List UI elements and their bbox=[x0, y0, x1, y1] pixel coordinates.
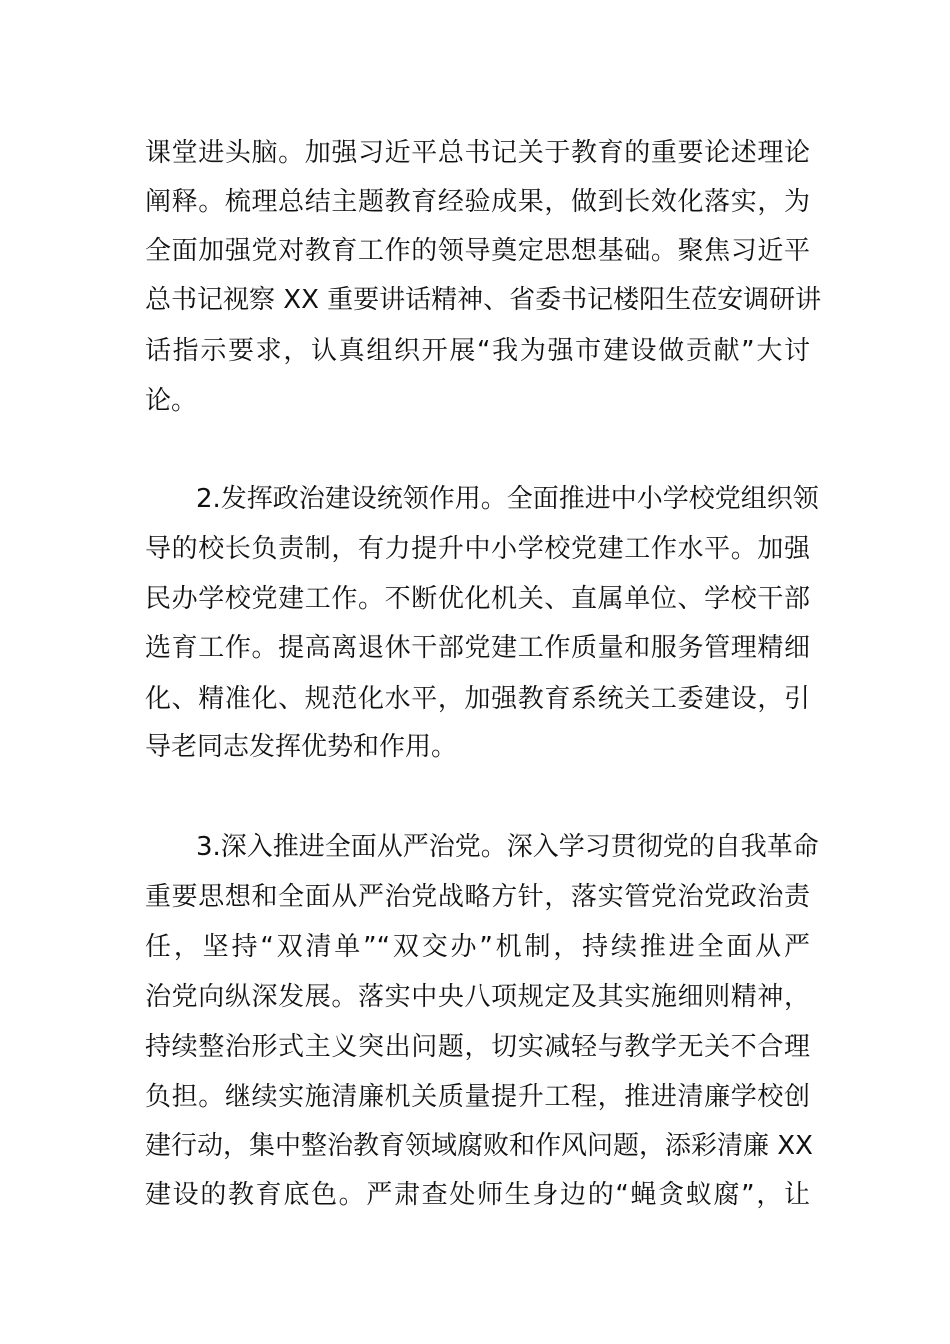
text-line: 3.深入推进全面从严治党。深入学习贯彻党的自我革命 bbox=[196, 832, 819, 862]
text-line: 选育工作。提高离退休干部党建工作质量和服务管理精细 bbox=[145, 633, 810, 663]
text-line: 建设的教育底色。严肃查处师生身边的“蝇贪蚁腐”，让 bbox=[145, 1180, 810, 1210]
text-line: 任，坚持“双清单”“双交办”机制，持续推进全面从严 bbox=[145, 932, 810, 962]
text-line: 持续整治形式主义突出问题，切实减轻与教学无关不合理 bbox=[145, 1032, 810, 1062]
text-line: 课堂进头脑。加强习近平总书记关于教育的重要论述理论 bbox=[145, 138, 810, 168]
text-line: 导老同志发挥优势和作用。 bbox=[145, 732, 458, 762]
text-line: 话指示要求，认真组织开展“我为强市建设做贡献”大讨 bbox=[145, 336, 810, 366]
text-line: 全面加强党对教育工作的领导奠定思想基础。聚焦习近平 bbox=[145, 236, 810, 266]
text-line: 治党向纵深发展。落实中央八项规定及其实施细则精神， bbox=[145, 982, 810, 1012]
text-line: 化、精准化、规范化水平，加强教育系统关工委建设，引 bbox=[145, 684, 810, 714]
text-line: 论。 bbox=[145, 386, 198, 416]
text-line: 总书记视察 XX 重要讲话精神、省委书记楼阳生莅安调研讲 bbox=[145, 285, 822, 315]
text-line: 导的校长负责制，有力提升中小学校党建工作水平。加强 bbox=[145, 534, 810, 564]
text-line: 民办学校党建工作。不断优化机关、直属单位、学校干部 bbox=[145, 584, 810, 614]
text-line: 阐释。梳理总结主题教育经验成果，做到长效化落实，为 bbox=[145, 187, 810, 217]
text-line: 建行动，集中整治教育领域腐败和作风问题，添彩清廉 XX bbox=[145, 1131, 813, 1161]
text-line: 重要思想和全面从严治党战略方针，落实管党治党政治责 bbox=[145, 882, 810, 912]
text-line: 负担。继续实施清廉机关质量提升工程，推进清廉学校创 bbox=[145, 1082, 810, 1112]
text-line: 2.发挥政治建设统领作用。全面推进中小学校党组织领 bbox=[196, 484, 819, 514]
